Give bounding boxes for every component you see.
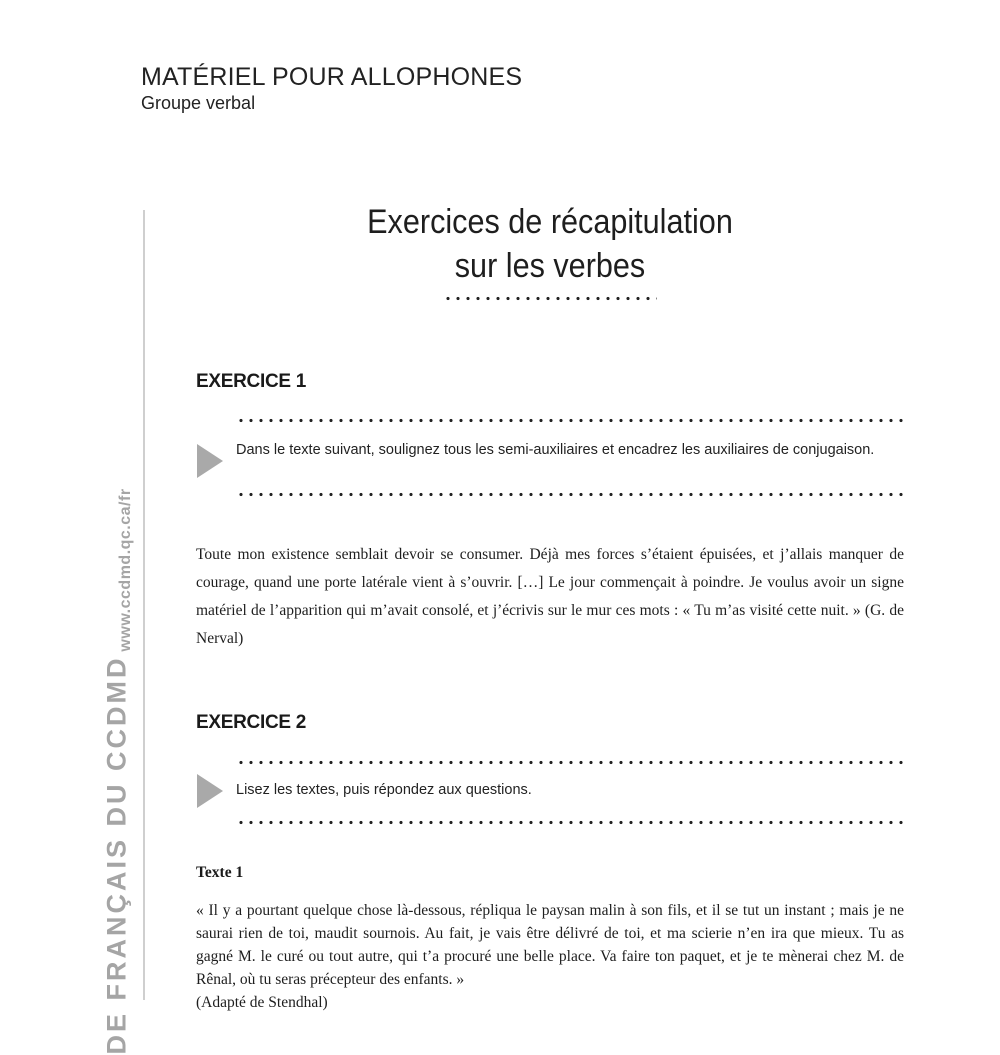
texte-1-source: (Adapté de Stendhal) xyxy=(196,994,328,1011)
page-title xyxy=(325,200,775,288)
exercise-2-top-dotted-rule xyxy=(236,760,903,765)
sidebar-series-title: DE FRANÇAIS DU CCDMD xyxy=(101,655,132,1055)
title-dotted-rule xyxy=(443,296,657,301)
exercise-2-heading: EXERCICE 2 xyxy=(196,712,306,733)
sidebar-url: www.ccdmd.qc.ca/fr xyxy=(117,488,134,652)
exercise-1-heading: EXERCICE 1 xyxy=(196,371,306,392)
exercise-2-bottom-dotted-rule xyxy=(236,820,903,825)
margin-rule xyxy=(143,210,145,1000)
page-title-line-1: Exercices de récapitulation xyxy=(367,203,733,241)
exercise-1-arrow-icon xyxy=(197,444,223,478)
texte-1-label: Texte 1 xyxy=(196,864,244,881)
exercise-2-arrow-icon xyxy=(197,774,223,808)
exercise-2-instruction: Lisez les textes, puis répondez aux questions. xyxy=(236,782,532,798)
page-title-line-2: sur les verbes xyxy=(454,247,646,285)
texte-1-body: « Il y a pourtant quelque chose là-dessous, répliqua le paysan malin à son fils, et il se tut un instant ; mais je ne saurai rien de toi, maudit sournois. Au fait, je vais être délivré de toi, et ma scierie n’en ira que mieux. Tu as gagné M. le curé ou tout autre, qui t’a procuré une belle place. Va faire ton paquet, et je te mènerai chez M. de Rênal, où tu seras précepteur des enfants. » xyxy=(196,902,904,988)
exercise-1-top-dotted-rule xyxy=(236,418,903,423)
exercise-1-text: Toute mon existence semblait devoir se consumer. Déjà mes forces s’étaient épuisées, et j’allais manquer de courage, quand une porte latérale vient à s’ouvrir. […] Le jour commençait à poindre. Je voulus avoir un signe matériel de l’apparition qui m’avait consolé, et j’écrivis sur le mur ces mots : « Tu m’as visité cette nuit. » (G. de Nerval) xyxy=(196,546,904,647)
exercise-1-instruction: Dans le texte suivant, soulignez tous les semi-auxiliaires et encadrez les auxiliaires de conjugaison. xyxy=(236,442,875,458)
texte-1-passage xyxy=(196,899,904,1014)
header-title: MATÉRIEL POUR ALLOPHONES xyxy=(141,63,523,91)
header-subtitle: Groupe verbal xyxy=(141,93,256,113)
page-header xyxy=(141,62,522,114)
exercise-1-bottom-dotted-rule xyxy=(236,492,903,497)
